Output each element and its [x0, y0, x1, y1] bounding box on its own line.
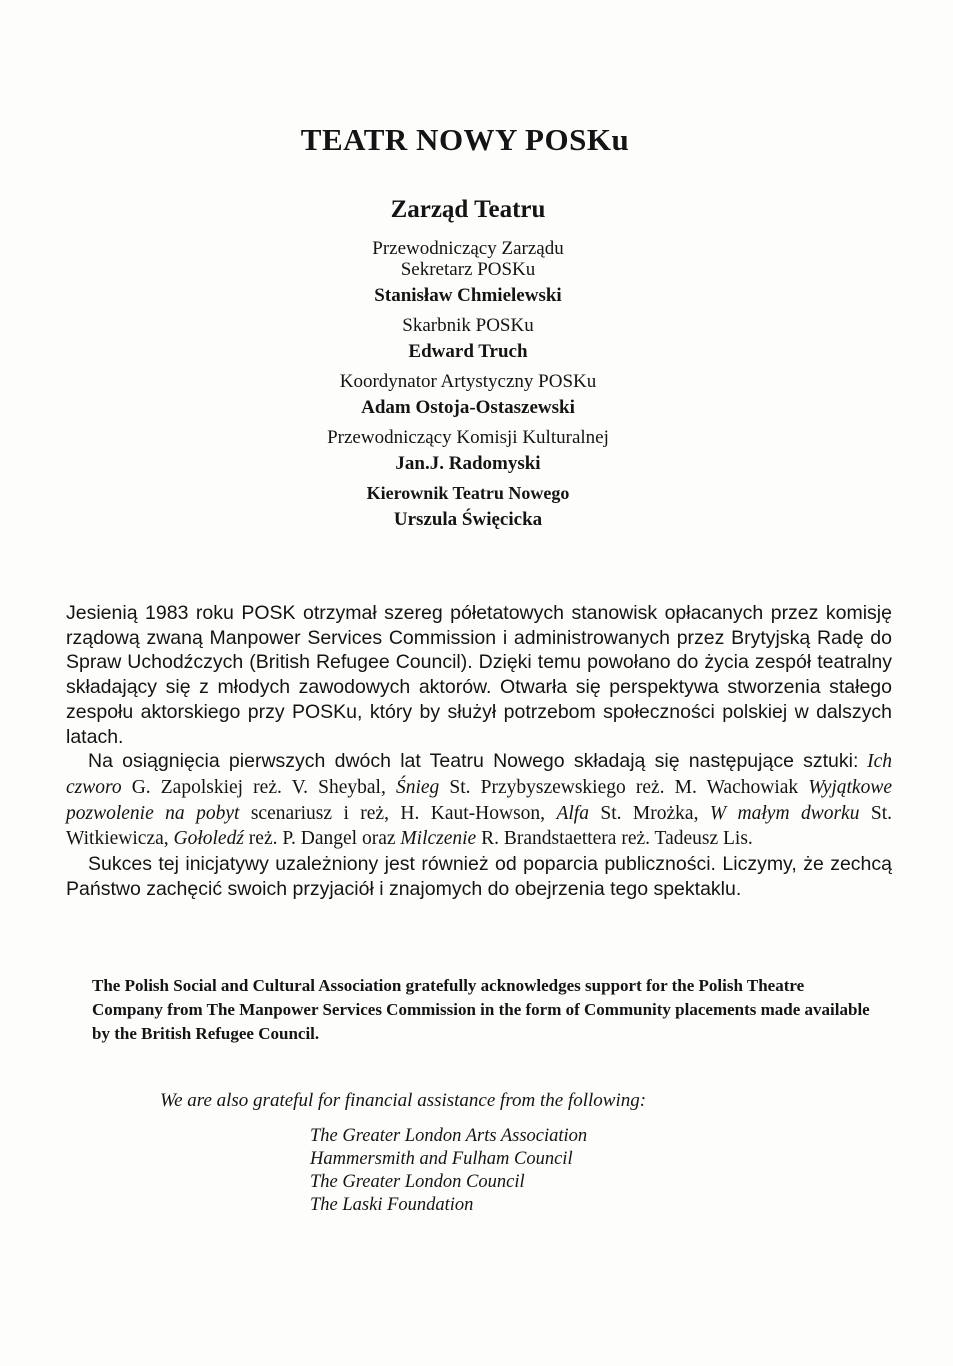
manager-name: Urszula Święcicka: [393, 509, 543, 530]
sponsor-item: The Greater London Arts Association: [310, 1126, 588, 1146]
cultural-name: Jan.J. Radomyski: [395, 453, 541, 474]
coordinator-role: Koordynator Artystyczny POSKu: [339, 371, 597, 392]
play-title: Alfa: [556, 802, 589, 824]
play-credit: scenariusz i reż, H. Kaut-Howson,: [239, 802, 557, 824]
cultural-role: Przewodniczący Komisji Kulturalnej: [327, 427, 609, 448]
paragraph-history: Jesienią 1983 roku POSK otrzymał szereg półetatowych stanowisk opłacanych przez komisję rządową zwaną Manpower Services Commission i administrowanych przez Brytyjską Radę do Spraw Uchodźczych (British Refugee Council). Dzięki temu powołano do życia zespół teatralny składający się z młodych zawodowych aktorów. Otwarła się perspektywa stworzenia stałego zespołu aktorskiego przy POSKu, który by służył potrzebom społeczności polskiej w dalszych latach.: [66, 602, 892, 748]
plays-intro: Na osiągnięcia pierwszych dwóch lat Teatru Nowego składają się następujące sztuki:: [88, 750, 859, 773]
paragraph-appeal: Sukces tej inicjatywy uzależniony jest również od poparcia publiczności. Liczymy, że zechcą Państwo zachęcić swoich przyjaciół i znajomych do obejrzenia tego spektaklu.: [66, 853, 892, 900]
acknowledgement-text: The Polish Social and Cultural Association gratefully acknowledges support for the Polish Theatre Company from The Manpower Services Commission in the form of Community placements made available by the British Refugee Council.: [92, 976, 870, 1043]
play-credit: G. Zapolskiej reż. V. Sheybal,: [121, 776, 396, 798]
sponsor-item: Hammersmith and Fulham Council: [310, 1149, 573, 1169]
play-title: W małym dworku: [709, 802, 860, 824]
chair-role: Przewodniczący Zarządu: [372, 238, 564, 259]
treasurer-name: Edward Truch: [408, 341, 528, 362]
play-credit: reż. P. Dangel oraz: [243, 828, 401, 850]
secretary-role: Sekretarz POSKu: [400, 259, 536, 280]
play-title: Milczenie: [400, 828, 477, 850]
play-title: Gołoledź: [173, 828, 244, 850]
page-title: TEATR NOWY POSKu: [300, 122, 630, 157]
grateful-line: We are also grateful for financial assistance from the following:: [160, 1090, 647, 1111]
play-credit: R. Brandstaettera reż. Tadeusz Lis.: [476, 828, 753, 850]
paragraph-plays: [66, 749, 892, 852]
secretary-name: Stanisław Chmielewski: [374, 285, 562, 306]
play-title: Wyjątkowe pozwolenie na pobyt: [66, 776, 892, 824]
play-credit: St. Witkiewicza,: [66, 802, 893, 850]
coordinator-name: Adam Ostoja-Ostaszewski: [361, 397, 575, 418]
treasurer-role: Skarbnik POSKu: [402, 315, 534, 336]
sponsor-list: [310, 1125, 810, 1217]
play-title: Ich czworo: [66, 751, 892, 798]
play-credit: St. Mrożka,: [588, 802, 710, 824]
sponsor-item: The Greater London Council: [310, 1172, 525, 1192]
play-credit: St. Przybyszewskiego reż. M. Wachowiak: [439, 776, 809, 798]
board-section: [0, 196, 936, 539]
sponsor-item: The Laski Foundation: [310, 1195, 474, 1215]
play-title: Śnieg: [395, 776, 440, 798]
manager-role: Kierownik Teatru Nowego: [366, 483, 570, 503]
polish-description: [66, 601, 892, 901]
board-heading: Zarząd Teatru: [390, 196, 546, 223]
